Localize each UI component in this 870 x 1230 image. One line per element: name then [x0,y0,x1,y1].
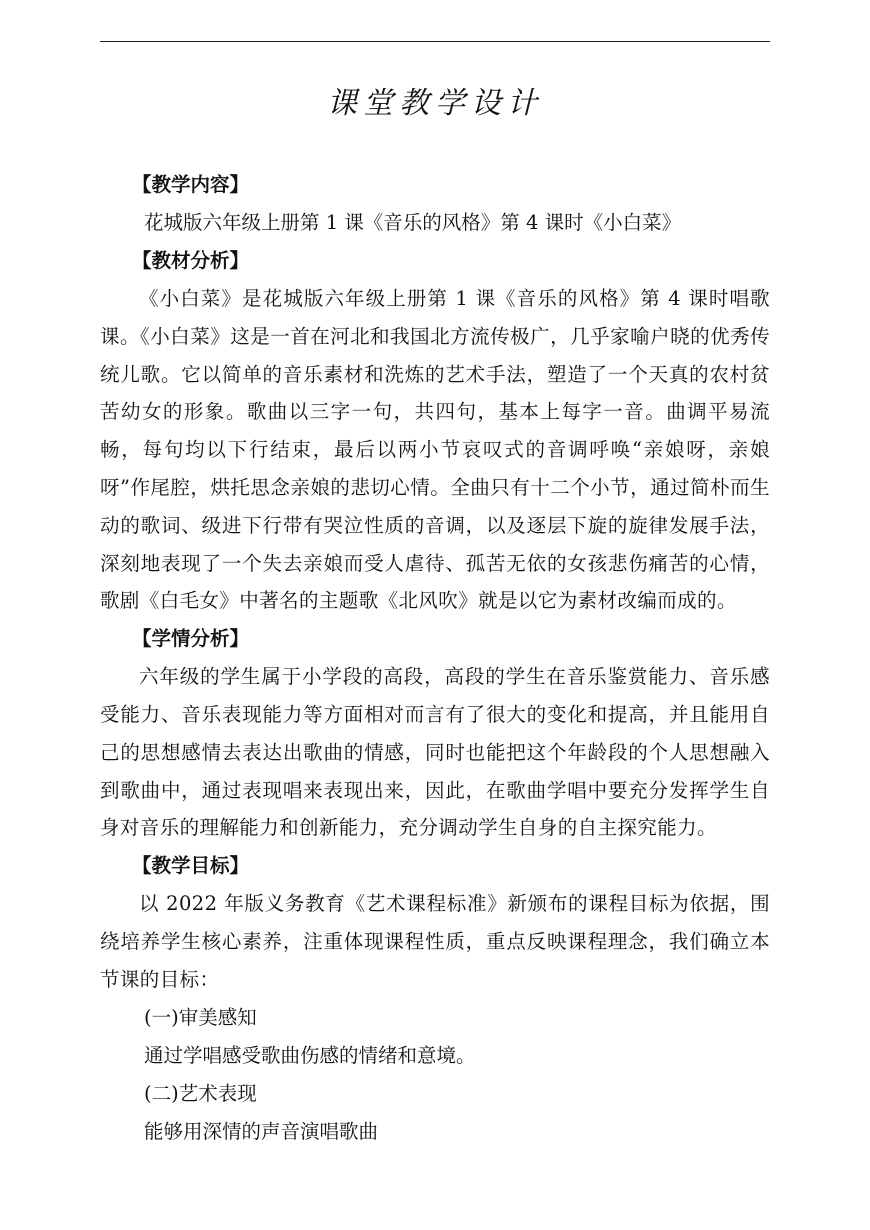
goal-1-text: 通过学唱感受歌曲伤感的情绪和意境。 [144,1043,476,1067]
teaching-goals-paragraph: 以 2022 年版义务教育《艺术课程标准》新颁布的课程目标为依据，围绕培养学生核心素养，注重体现课程性质，重点反映课程理念，我们确立本节课的目标： [100,892,770,991]
goal-1-label: (一)审美感知 [144,1005,257,1029]
section-heading-student-analysis: 【学情分析】 [132,627,250,651]
student-analysis-paragraph: 六年级的学生属于小学段的高段，高段的学生在音乐鉴赏能力、音乐感受能力、音乐表现能力等方面相对而言有了很大的变化和提高，并且能用自己的思想感情去表达出歌曲的情感，同时也能把这个年龄段的个人思想融入到歌曲中，通过表现唱来表现出来，因此，在歌曲学唱中要充分发挥学生自身对音乐的理解能力和创新能力，充分调动学生自身的自主探究能力。 [100,665,770,840]
document-title: 课堂教学设计 [327,86,543,121]
material-analysis-paragraph: 《小白菜》是花城版六年级上册第 1 课《音乐的风格》第 4 课时唱歌课。《小白菜》这是一首在河北和我国北方流传极广，几乎家喻户晓的优秀传统儿歌。它以简单的音乐素材和洗炼的艺术手法，塑造了一个天真的农村贫苦幼女的形象。歌曲以三字一句，共四句，基本上每字一音。曲调平易流畅，每句均以下行结束，最后以两小节哀叹式的音调呼唤“亲娘呀，亲娘呀”作尾腔，烘托思念亲娘的悲切心情。全曲只有十二个小节，通过简朴而生动的歌词、级进下行带有哭泣性质的音调，以及逐层下旋的旋律发展手法，深刻地表现了一个失去亲娘而受人虐待、孤苦无依的女孩悲伤痛苦的心情，歌剧《白毛女》中著名的主题歌《北风吹》就是以它为素材改编而成的。 [100,287,770,613]
document-body [100,166,770,1151]
section-heading-teaching-goals: 【教学目标】 [132,854,250,878]
header-rule [100,41,770,42]
section-heading-teaching-content: 【教学内容】 [132,173,250,196]
goal-2-label: (二)艺术表现 [144,1081,257,1105]
section-heading-material-analysis: 【教材分析】 [132,249,250,272]
teaching-content-text: 花城版六年级上册第 1 课《音乐的风格》第 4 课时《小白菜》 [144,211,682,234]
goal-2-text: 能够用深情的声音演唱歌曲 [144,1119,379,1143]
